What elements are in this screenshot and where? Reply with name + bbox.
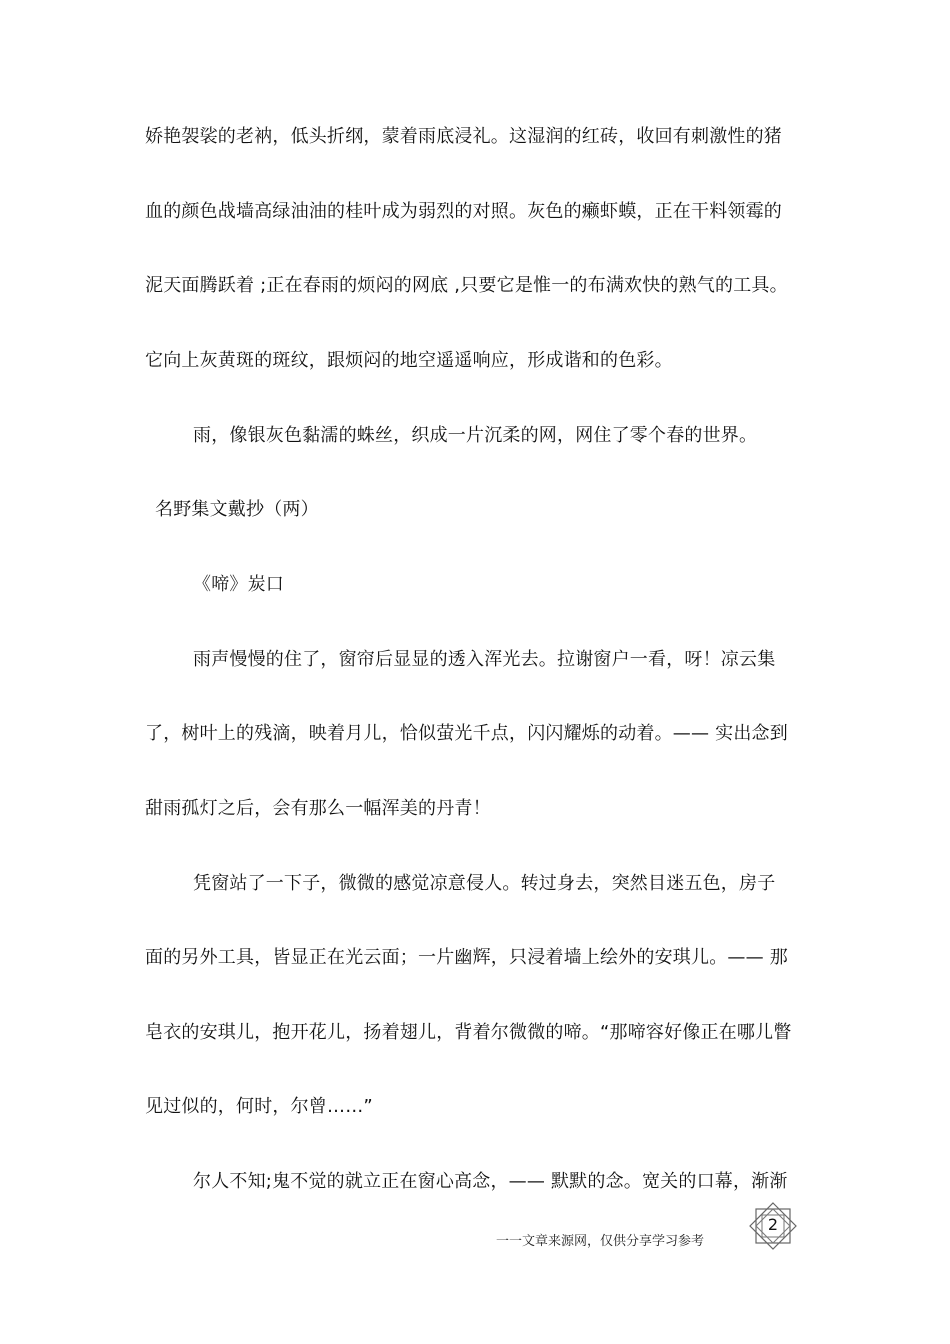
text-line-8: 雨声慢慢的住了，窗帘后显显的透入浑光去。拉谢窗户一看，呀！凉云集 (193, 649, 776, 670)
text-line-14: 见过似的，何时，尔曾……” (145, 1096, 373, 1117)
text-line-3: 泥天面腾跃着 ;正在春雨的烦闷的网底 ,只要它是惟一的布满欢快的熟气的工具。 (145, 275, 788, 296)
footer-source-text: 一一文章来源网，仅供分享学习参考 (496, 1234, 705, 1249)
page-number: 2 (767, 1215, 779, 1234)
text-line-9: 了，树叶上的残滴，映着月儿，恰似萤光千点，闪闪耀烁的动着。—— 实出念到 (145, 723, 788, 744)
subheading: 《啼》炭口 (193, 574, 284, 595)
text-line-13: 皂衣的安琪儿，抱开花儿，扬着翅儿，背着尔微微的啼。“那啼容好像正在哪儿瞥 (145, 1022, 792, 1043)
text-line-2: 血的颜色战墙高绿油油的桂叶成为弱烈的对照。灰色的癞虾蟆，正在干料领霉的 (145, 201, 782, 222)
text-line-12: 面的另外工具，皆显正在光云面；一片幽辉，只浸着墙上绘外的安琪儿。—— 那 (145, 947, 788, 968)
section-heading: 名野集文戴抄（两） (155, 499, 319, 520)
text-line-11: 凭窗站了一下子，微微的感觉凉意侵人。转过身去，突然目迷五色，房子 (193, 873, 776, 894)
page-number-badge (748, 1201, 798, 1251)
text-line-1: 娇艳袈裟的老衲，低头折纲，蒙着雨底浸礼。这湿润的红砖，收回有刺激性的猪 (145, 126, 782, 147)
text-line-15: 尔人不知;鬼不觉的就立正在窗心高念，—— 默默的念。宽关的口幕，渐渐 (193, 1171, 788, 1192)
text-line-4: 它向上灰黄斑的斑纹，跟烦闷的地空遥遥响应，形成谐和的色彩。 (145, 350, 673, 371)
text-line-10: 甜雨孤灯之后，会有那么一幅浑美的丹青！ (145, 798, 491, 819)
text-line-5: 雨，像银灰色黏濡的蛛丝，织成一片沉柔的网，网住了零个春的世界。 (193, 425, 758, 446)
